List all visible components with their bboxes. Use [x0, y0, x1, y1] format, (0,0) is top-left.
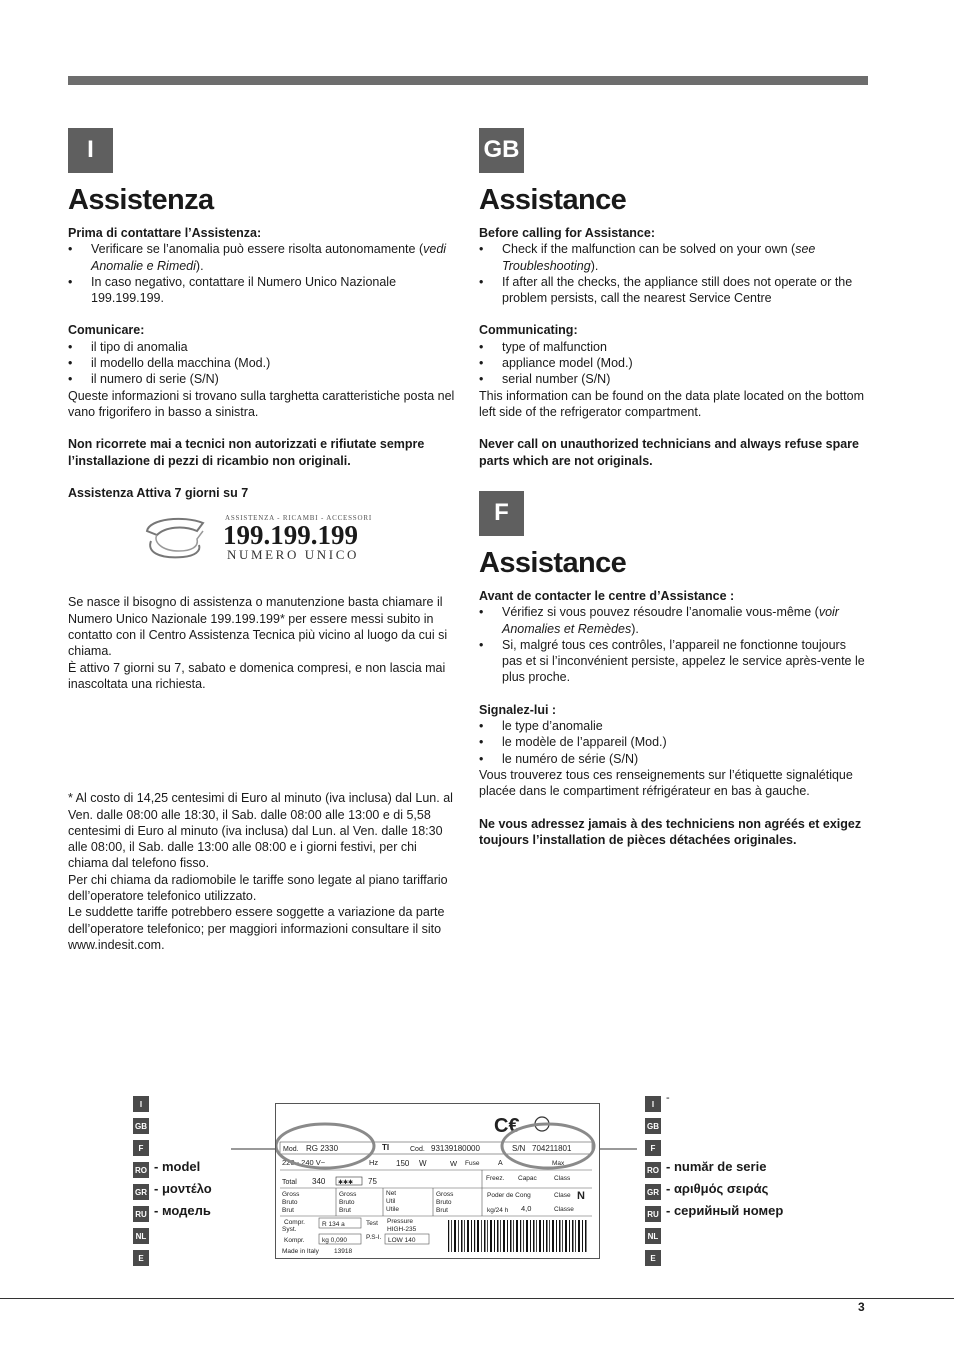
- svg-text:LOW 140: LOW 140: [388, 1237, 416, 1244]
- serial-label-gr: - αριθμός σειράς: [666, 1181, 769, 1196]
- active-heading: Assistenza Attiva 7 giorni su 7: [68, 485, 249, 500]
- communicate-heading: Signalez-lui :: [479, 702, 557, 717]
- svg-text:Made in Italy: Made in Italy: [282, 1248, 319, 1255]
- list-item: • In caso negativo, contattare il Numero Unico Nazionale 199.199.199.: [68, 274, 458, 307]
- lang-label-i: I: [645, 1096, 661, 1112]
- svg-text:704211801: 704211801: [532, 1144, 572, 1153]
- serial-label-ro: - număr de serie: [666, 1159, 767, 1174]
- svg-text:Brut: Brut: [339, 1207, 351, 1214]
- list-item: • le type d’anomalie: [479, 718, 869, 734]
- info-text: Queste informazioni si trovano sulla targhetta caratteristiche posta nel vano frigorifero in basso a sinistra.: [68, 388, 455, 419]
- svg-text:220 - 240 V~: 220 - 240 V~: [282, 1158, 326, 1167]
- svg-text:Net: Net: [386, 1190, 397, 1197]
- assistance-paragraph: Se nasce il bisogno di assistenza o manutenzione basta chiamare il Numero Unico Nazionale 199.199.199* per essere messi subito in contatto con il Centro Assistenza Tecnica più vicino al luogo da cui si chiama.: [68, 595, 448, 659]
- lang-label-i: I: [133, 1096, 149, 1112]
- svg-text:W: W: [450, 1159, 458, 1168]
- list-item: • le modèle de l’appareil (Mod.): [479, 734, 869, 750]
- svg-text:93139180000: 93139180000: [431, 1144, 480, 1153]
- lang-label-nl: NL: [133, 1228, 149, 1244]
- footer-rule: [0, 1298, 954, 1299]
- svg-text:kg/24 h: kg/24 h: [487, 1207, 509, 1214]
- info-text: This information can be found on the data plate located on the bottom left side of the refrigerator compartment.: [479, 388, 864, 419]
- lang-label-nl: NL: [645, 1228, 661, 1244]
- svg-text:S/N: S/N: [512, 1144, 526, 1153]
- lang-label-gr: GR: [133, 1184, 149, 1200]
- list-item: • le numéro de série (S/N): [479, 751, 869, 767]
- svg-text:4,0: 4,0: [521, 1204, 532, 1213]
- list-item: • Si, malgré tous ces contrôles, l’appareil ne fonctionne toujours pas et si l’inconvénient persiste, appelez le service après-vente le plus proche.: [479, 637, 869, 686]
- svg-text:75: 75: [368, 1177, 377, 1186]
- list-item: • Vérifiez si vous pouvez résoudre l’anomalie vous-même (voir Anomalies et Remèdes).: [479, 604, 869, 637]
- svg-text:Gross: Gross: [282, 1191, 300, 1198]
- language-badge-gb: GB: [479, 128, 524, 173]
- svg-text:ASSISTENZA - RICAMBI - ACCESSO: ASSISTENZA - RICAMBI - ACCESSORI: [225, 514, 372, 523]
- svg-text:150: 150: [396, 1159, 410, 1168]
- lang-label-ru: RU: [133, 1206, 149, 1222]
- svg-text:Kompr.: Kompr.: [284, 1237, 305, 1244]
- svg-text:Gross: Gross: [436, 1191, 454, 1198]
- language-badge-i: I: [68, 128, 113, 173]
- svg-text:Total: Total: [282, 1179, 297, 1186]
- list-item: • il numero di serie (S/N): [68, 371, 458, 387]
- list-item: • il modello della macchina (Mod.): [68, 355, 458, 371]
- model-label-ro: - model: [154, 1159, 201, 1174]
- before-heading: Before calling for Assistance:: [479, 226, 655, 240]
- svg-text:Bruto: Bruto: [282, 1199, 298, 1206]
- svg-text:199.199.199: 199.199.199: [223, 520, 358, 551]
- svg-text:N: N: [577, 1190, 585, 1202]
- svg-text:P.S-I.: P.S-I.: [366, 1234, 382, 1241]
- svg-text:Test: Test: [366, 1220, 378, 1227]
- list-item: • il tipo di anomalia: [68, 339, 458, 355]
- list-item: • appliance model (Mod.): [479, 355, 869, 371]
- svg-text:HIGH-235: HIGH-235: [387, 1226, 417, 1233]
- svg-text:Capac: Capac: [518, 1175, 537, 1182]
- communicate-heading: Comunicare:: [68, 323, 145, 338]
- list-item: • If after all the checks, the appliance still does not operate or the problem persists, call the nearest Service Centre: [479, 274, 869, 307]
- svg-text:340: 340: [312, 1177, 326, 1186]
- lang-label-gr: GR: [645, 1184, 661, 1200]
- lang-label-f: F: [645, 1140, 661, 1156]
- warning-text: Non ricorrete mai a tecnici non autorizzati e rifiutate sempre l’installazione di pezzi di ricambio non originali.: [68, 437, 425, 468]
- model-label-ru: - модель: [154, 1203, 211, 1218]
- svg-text:Pressure: Pressure: [387, 1218, 414, 1225]
- footnote-variation: Le suddette tariffe potrebbero essere soggette a variazione da parte dell’operatore telefonico; per maggiori informazioni consultare il sito www.indesit.com.: [68, 905, 445, 952]
- list-item: • Verificare se l’anomalia può essere risolta autonomamente (vedi Anomalie e Rimedi).: [68, 241, 458, 274]
- list-item: • type of malfunction: [479, 339, 869, 355]
- svg-text:13918: 13918: [334, 1248, 353, 1255]
- svg-text:A: A: [498, 1160, 503, 1167]
- svg-text:Brut: Brut: [282, 1207, 294, 1214]
- svg-text:Classe: Classe: [554, 1206, 574, 1213]
- list-item: • serial number (S/N): [479, 371, 869, 387]
- warning-text: Never call on unauthorized technicians and always refuse spare parts which are not originals.: [479, 437, 859, 468]
- svg-text:RG 2330: RG 2330: [306, 1144, 339, 1153]
- lang-label-ro: RO: [133, 1162, 149, 1178]
- svg-text:Gross: Gross: [339, 1191, 357, 1198]
- data-plate-drawing: [276, 1104, 599, 1258]
- before-heading: Prima di contattare l’Assistenza:: [68, 226, 262, 240]
- before-heading: Avant de contacter le centre d’Assistance :: [479, 589, 735, 603]
- lang-label-ro: RO: [645, 1162, 661, 1178]
- svg-text:kg 0,090: kg 0,090: [322, 1237, 347, 1244]
- svg-text:Utile: Utile: [386, 1206, 400, 1213]
- svg-text:Max: Max: [552, 1160, 565, 1167]
- svg-text:Util: Util: [386, 1198, 396, 1205]
- svg-text:Fuse: Fuse: [465, 1160, 480, 1167]
- info-text: Vous trouverez tous ces renseignements sur l’étiquette signalétique placée dans le compartiment réfrigérateur en bas à gauche.: [479, 767, 853, 799]
- section-title: Assistance: [479, 547, 627, 579]
- lang-label-ru: RU: [645, 1206, 661, 1222]
- svg-text:Compr.: Compr.: [284, 1219, 305, 1226]
- svg-text:✱✱✱: ✱✱✱: [338, 1180, 354, 1186]
- footnote-mobile: Per chi chiama da radiomobile le tariffe sono legate al piano tariffario dell’operatore telefonico utilizzato.: [68, 872, 448, 904]
- section-title: Assistenza: [68, 184, 214, 216]
- model-label-gr: - μοντέλο: [154, 1181, 212, 1196]
- svg-text:Bruto: Bruto: [339, 1199, 355, 1206]
- section-title: Assistance: [479, 184, 627, 216]
- data-plate: [275, 1103, 600, 1259]
- svg-text:W: W: [419, 1159, 427, 1168]
- page-number: 3: [858, 1300, 865, 1314]
- svg-text:Syst.: Syst.: [282, 1226, 297, 1233]
- assistance-paragraph-2: È attivo 7 giorni su 7, sabato e domenica compresi, e non lascia mai inascoltata una richiesta.: [68, 660, 446, 691]
- svg-text:Bruto: Bruto: [436, 1199, 452, 1206]
- language-badge-f: F: [479, 491, 524, 536]
- lang-label-e: E: [133, 1250, 149, 1266]
- barcode-icon: [448, 1220, 587, 1252]
- dash-mark: -: [666, 1092, 670, 1104]
- svg-text:Class: Class: [554, 1175, 571, 1182]
- svg-text:Clase: Clase: [554, 1192, 571, 1199]
- svg-text:Brut: Brut: [436, 1207, 448, 1214]
- svg-text:Cod.: Cod.: [410, 1146, 425, 1153]
- serial-label-ru: - серийный номер: [666, 1203, 784, 1218]
- communicate-heading: Communicating:: [479, 323, 578, 338]
- list-item: • Check if the malfunction can be solved on your own (see Troubleshooting).: [479, 241, 869, 274]
- svg-text:C€: C€: [494, 1115, 520, 1137]
- footnote: * Al costo di 14,25 centesimi di Euro al minuto (iva inclusa) dal Lun. al Ven. dalle 08:00 alle 18:30, il Sab. dalle 08:00 alle 13:00 e di 5,58 centesimi di Euro al minuto (iva inclusa) dal Lun. al Ven. dalle 18:30 alle 08:00, il Sab. dalle 13:00 alle 08:00 e i giorni festivi, per chi chiama dal telefono fisso.: [68, 791, 453, 871]
- lang-label-gb: GB: [133, 1118, 149, 1134]
- svg-text:Hz: Hz: [369, 1158, 379, 1167]
- svg-text:TI: TI: [382, 1143, 390, 1152]
- lang-label-f: F: [133, 1140, 149, 1156]
- svg-text:Freez.: Freez.: [486, 1175, 505, 1182]
- lang-label-gb: GB: [645, 1118, 661, 1134]
- lang-label-e: E: [645, 1250, 661, 1266]
- svg-text:R 134 a: R 134 a: [322, 1221, 345, 1228]
- svg-text:NUMERO UNICO: NUMERO UNICO: [227, 547, 359, 563]
- warning-text: Ne vous adressez jamais à des techniciens non agréés et exigez toujours l’installation de pièces détachées originales.: [479, 816, 862, 847]
- svg-text:Mod.: Mod.: [283, 1146, 299, 1153]
- svg-text:Poder de Cong: Poder de Cong: [487, 1192, 531, 1199]
